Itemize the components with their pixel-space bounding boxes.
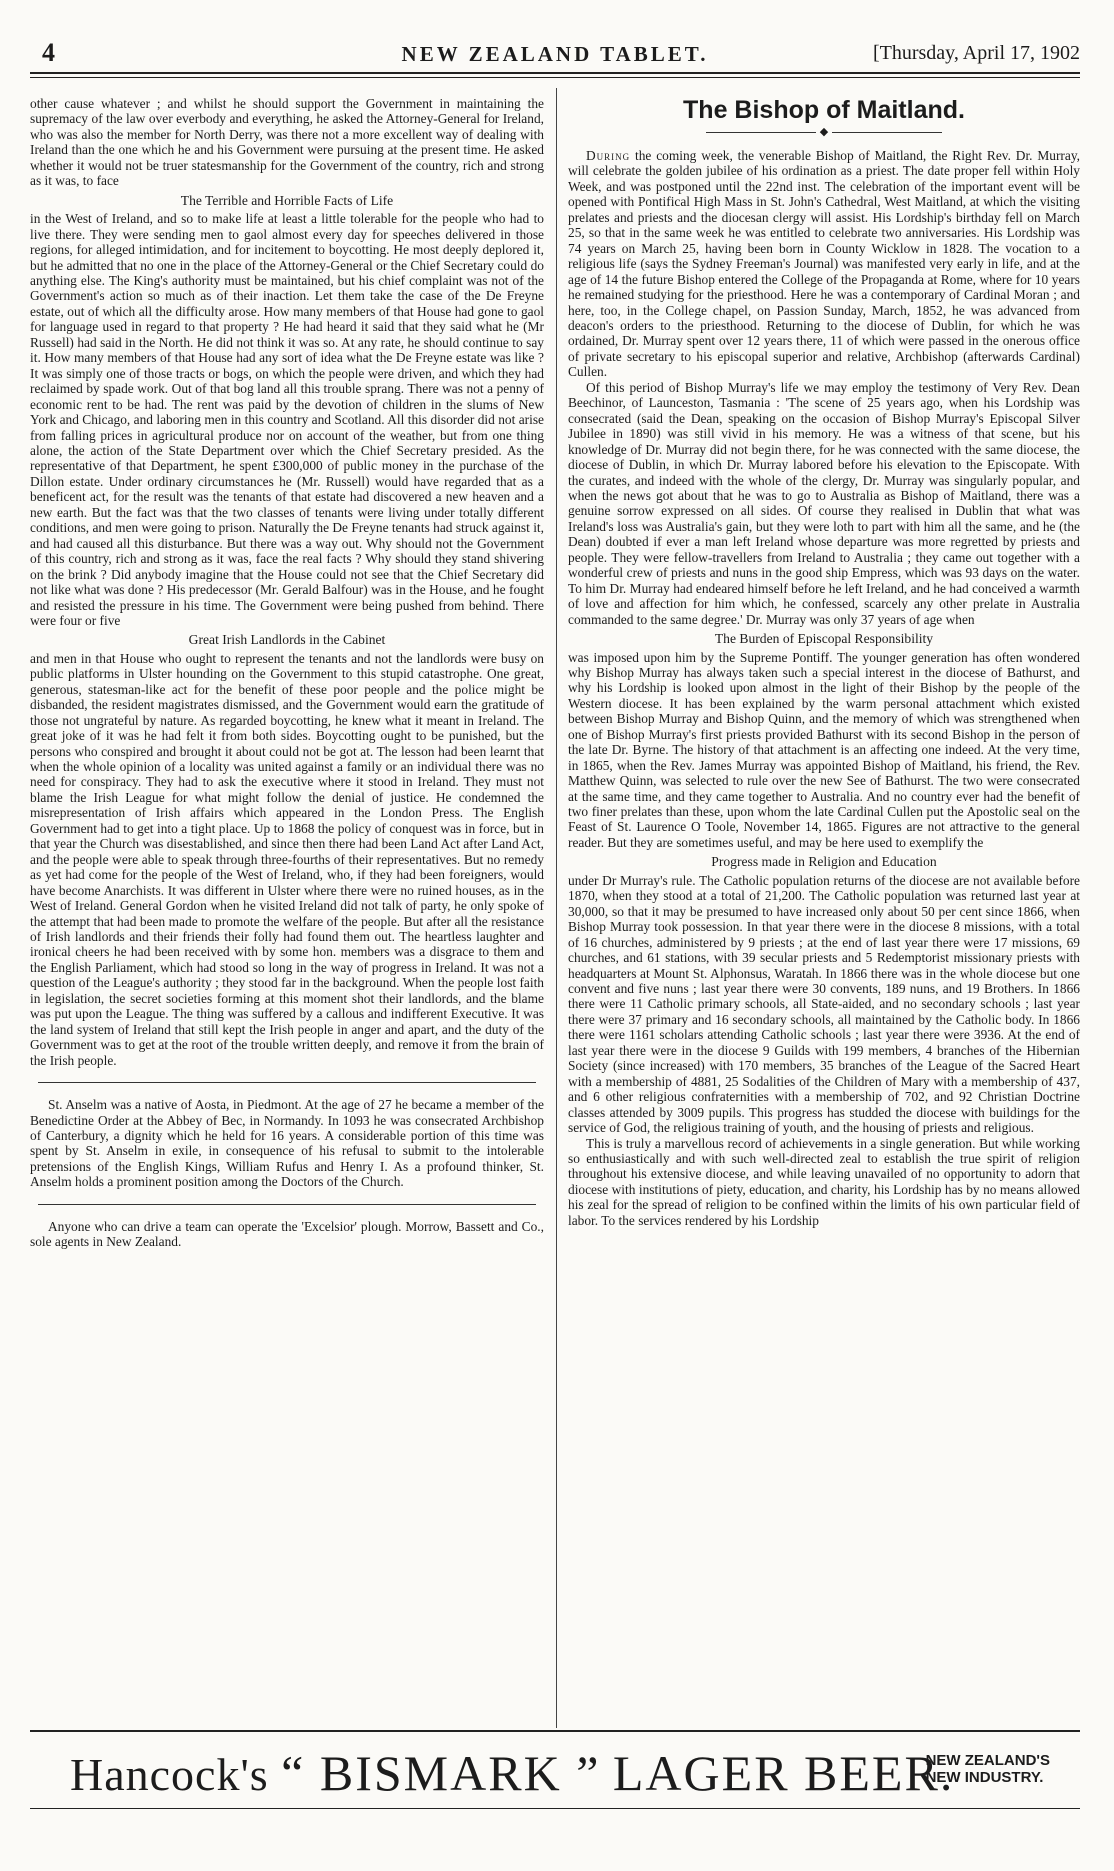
- header-rule: [30, 72, 1080, 74]
- advert-product: LAGER BEER.: [612, 1745, 955, 1801]
- page-number: 4: [42, 38, 55, 67]
- subheading: Progress made in Religion and Education: [711, 854, 937, 870]
- paragraph: the coming week, the venerable Bishop of Maitland, the Right Rev. Dr. Murray, will celebrate the golden jubilee of his ordination as a priest. The date proper fell within Holy Week, and was postponed until the 22nd inst. The celebration of the important event will be opened with Pontifical High Mass in St. John's Cathedral, West Maitland, at which the visiting prelates and priests and the diocesan clergy will assist. His Lordship's birthday fell on March 25, so that in the same week he was entitled to celebrate two anniversaries. His Lordship was 74 years on March 25, having been born in County Wicklow in 1828. The vocation to a religious life (says the Sydney Freeman's Journal) was manifested very early in life, and at the age of 14 the future Bishop entered the College of the Propaganda at Rome, where for 10 years he remained studying for the priesthood. Here he was a contemporary of Cardinal Moran ; and here, too, in the College chapel, on Passion Sunday, March, 1852, he was advanced from deacon's orders to the priesthood. Returning to the diocese of Dublin, for which he was ordained, Dr. Murray spent over 12 years there, 11 of which were passed in the onerous office of private secretary to his episcopal superior and relative, Archbishop (afterwards Cardinal) Cullen.: [568, 148, 1080, 380]
- subheading: Great Irish Landlords in the Cabinet: [188, 632, 386, 648]
- paragraph: was imposed upon him by the Supreme Pontiff. The younger generation has often wondered why Bishop Murray has always taken such a special interest in the diocese of Bathurst, and why his Lordship is looked upon almost in the light of their Bishop by the people of the Western diocese. It has been explained by the warm personal attachment which existed between Bishop Murray and Bishop Quinn, and the memory of which was strengthened when one of Bishop Murray's first priests provided Bathurst with its second Bishop in the person of the late Dr. Byrne. The history of that attachment is an affecting one indeed. At the very time, in 1865, when the Rev. James Murray was appointed Bishop of Maitland, his friend, the Rev. Matthew Quinn, was selected to rule over the new See of Bathurst. The two were consecrated at the same time, and they came together to Australia. And no country ever had the benefit of two finer prelates than these, upon whom the late Cardinal Cullen put the Apostolic seal on the Feast of St. Laurence O Toole, November 14, 1865. Figures are not attractive to the general reader. But they are sometimes useful, and may be here used to exemplify the: [568, 649, 1080, 850]
- header-rule-thin: [30, 77, 1080, 78]
- advert-brand: “ BISMARK ”: [281, 1745, 601, 1801]
- right-column: [568, 96, 1080, 1716]
- paragraph: other cause whatever ; and whilst he should support the Government in maintaining the supremacy of the law over everbody and everything, he asked the Attorney-General for Ireland, who was also the member for North Derry, was there not a more excellent way of dealing with Ireland than the one which he and his Government were pursuing at the present time. He asked whether it would not be truer statesmanship for the Government of the country, rich and strong as it was, to face: [30, 96, 544, 189]
- page-header: [30, 38, 1080, 68]
- advert-prefix: Hancock's: [70, 1749, 269, 1800]
- separator-rule: [38, 1204, 536, 1205]
- footer-rule: [30, 1730, 1080, 1732]
- paragraph: under Dr Murray's rule. The Catholic population returns of the diocese are not available before 1870, when they stood at a total of 21,200. The Catholic population was returned last year at 30,000, so that it may be presumed to have increased only about 50 per cent since 1866, when Bishop Murray took possession. In that year there were in the diocese 8 missions, with a total of 16 churches, administered by 9 priests ; at the end of last year there were 17 missions, 69 churches, and 61 stations, with 39 secular priests and 5 Redemptorist missionary priests with headquarters at Mount St. Alphonsus, Waratah. In 1866 there was in the whole diocese but one convent and five nuns ; last year there were 30 convents, 189 nuns, and 19 Brothers. In 1866 there were 11 Catholic primary schools, all State-aided, and no secondary schools ; last year there were 37 primary and 16 secondary schools, all maintained by the Catholic body. In 1866 there were 1161 scholars attending Catholic schools ; last year there were 3936. At the end of last year there were in the diocese 9 Guilds with 199 members, 4 branches of the Hibernian Society (since increased) with 170 members, 35 branches of the League of the Sacred Heart with a membership of 4881, 25 Sodalities of the Children of Mary with a membership of 437, and 6 other religious confraternities with a membership of 702, and 92 Christian Doctrine classes attended by 3009 pupils. This progress has studded the diocese with buildings for the service of God, the religious training of youth, and the housing of priests and religious.: [568, 872, 1080, 1136]
- lead-word: During: [586, 148, 631, 163]
- title-ornament: ◆: [568, 126, 1080, 138]
- advert-side-line: NEW INDUSTRY.: [925, 1769, 1044, 1786]
- footer-rule-thin: [30, 1808, 1080, 1809]
- separator-rule: [38, 1082, 536, 1083]
- advert-headline: [70, 1744, 954, 1802]
- issue-date: [Thursday, April 17, 1902: [872, 42, 1080, 64]
- paragraph: This is truly a marvellous record of achievements in a single generation. But while working so enthusiastically and with such well-directed zeal to establish the true spirit of religion throughout his extensive diocese, and while leaving unavailed of no opportunity to adorn that diocese with institutions of piety, education, and charity, his Lordship has by no means allowed his zeal for the spread of religion to be confined within the limits of his own particular field of labor. To the services rendered by his Lordship: [568, 1135, 1080, 1228]
- subheading: The Burden of Episcopal Responsibility: [714, 631, 934, 647]
- paragraph: in the West of Ireland, and so to make life at least a little tolerable for the people who had to live there. They were sending men to gaol almost every day for speeches delivered in those regions, for alleged intimidation, and for incitement to boycotting. He most deeply deplored it, but he admitted that no one in the place of the Attorney-General or the Chief Secretary could do anything else. The King's authority must be maintained, but his chief complaint was not of the Government's action so much as of their inaction. Let them take the case of the De Freyne estate, out of which all the difficulty arose. How many members of that House had gone to gaol for language used in regard to that property ? He had heard it said that they said what he (Mr Russell) had said in the North. He did not think it was so. At any rate, he should continue to say it. How many members of that House had any sort of idea what the De Freyne estate was like ? It was simply one of those tracts or bogs, on which the people were driven, and which they had reclaimed by spade work. Out of that bog land all this trouble sprang. There was not a penny of economic rent to be had. The rent was paid by the devotion of children in the slums of New York and Chicago, and laboring men in this country and Scotland. All this disorder did not arise from falling prices in agricultural produce nor on account of the weather, but from one thing alone, the action of the State Department over which the Chief Secretary presided. As the representative of that Department, he spent £300,000 of public money in the purchase of the Dillon estate. Under ordinary circumstances he (Mr. Russell) would have regarded that as a beneficent act, for the result was the tenants of that estate had discovered a new heaven and a new earth. But the fact was that the two classes of tenants were living under totally different conditions, and men were going to prison. Naturally the De Freyne tenants had struck against it, and had caused all this disturbance. But there was a way out. Why should not the Government of this country, rich and strong as it was, face the real facts ? Why should they stand shivering on the brink ? Did anybody imagine that the House could not see that the Chief Secretary did not like what was done ? His predecessor (Mr. Gerald Balfour) was in the House, and he fought and resisted the pressure in his time. The Government were being pushed from behind. There were four or five: [30, 211, 544, 628]
- paragraph: and men in that House who ought to represent the tenants and not the landlords were busy on public platforms in Ulster hounding on the Government to this stupid catastrophe. One great, generous, statesman-like act for the benefit of these poor people and the police might be disbanded, the resident magistrates dismissed, and the Government would earn the gratitude of those not ungrateful by nature. As regarded boycotting, he knew what it meant in Ireland. The great joke of it was he had felt it from both sides. Boycotting ought to be punished, but the persons who conspired and brought it about could not be got at. The lesson had been learnt that when the whole opinion of a locality was united against a family or an individual there was no need for conspiracy. They had to ask the executive where it stood in Ireland. They must not blame the Irish League for what might follow the denial of justice. He condemned the misrepresentation of Irish affairs which appeared in the London Press. The English Government had to get into a tight place. Up to 1868 the policy of conquest was in force, but in that year the Church was disestablished, and since then there had been Land Act after Land Act, and the people were able to speak through three-fourths of their representatives. But no remedy as yet had come for the people of the West of Ireland, who, if they had been foreigners, would have become Anarchists. It was different in Ulster where there were no ruined houses, as in the West of Ireland. General Gordon when he visited Ireland did not talk of party, he only spoke of the attempt that had been made to promote the welfare of the people. But after all the resistance of Irish landlords and their friends their folly had found them out. The heartless laughter and ironical cheers he had been received with by some hon. members was a disgrace to them and the English Parliament, which had stood so long in the way of progress in Ireland. It was not a question of the League's authority ; they stood far in the background. When the people lost faith in legislation, the secret societies forming at this moment shot their landlords, and the blame was put upon the League. The thing was suffered by a callous and indifferent Executive. It was the land system of Ireland that still kept the Irish people in anger and apart, and the duty of the Government was to get at the root of the trouble written deeply, and remove it from the brain of the Irish people.: [30, 650, 544, 1068]
- masthead: NEW ZEALAND TABLET.: [401, 42, 709, 66]
- article-title: The Bishop of Maitland.: [683, 96, 965, 124]
- advert-side-line: NEW ZEALAND'S: [925, 1752, 1050, 1769]
- advert-side-text: [926, 1752, 1050, 1786]
- paragraph: St. Anselm was a native of Aosta, in Piedmont. At the age of 27 he became a member of the Benedictine Order at the Abbey of Bec, in Normandy. In 1093 he was consecrated Archbishop of Canterbury, a dignity which he held for 16 years. A considerable portion of this time was spent by St. Anselm in exile, in consequence of his refusal to submit to the intolerable pretensions of the English Kings, William Rufus and Henry I. As a profound thinker, St. Anselm holds a prominent position among the Doctors of the Church.: [30, 1097, 544, 1190]
- paragraph: Of this period of Bishop Murray's life we may employ the testimony of Very Rev. Dean Beechinor, of Launceston, Tasmania : 'The scene of 25 years ago, when his Lordship was consecrated (said the Dean, speaking on the occasion of Bishop Murray's Episcopal Silver Jubilee in 1890) was still vivid in his memory. He was a witness of that scene, but his knowledge of Dr. Murray did not begin there, for he was connected with the same diocese, the diocese of Dublin, in which Dr. Murray labored before his elevation to the Episcopate. With the curates, and indeed with the whole of the clergy, Dr. Murray was singularly popular, and when the news got about that he was to go to Australia as Bishop of Maitland, there was a genuine sorrow expressed on all sides. Of course they realised in Dublin that what was Ireland's loss was Australia's gain, but they were loth to part with him all the same, and he (the Dean) doubted if ever a man left Ireland whose departure was more regretted by priests and people. They were fellow-travellers from Ireland to Australia ; they came out together with a wonderful crew of priests and nuns in the good ship Empress, which was 93 days on the water. To him Dr. Murray had endeared himself before he left Ireland, and he had conceived a warmth of love and affection for him which, he confessed, scarcely any other prelate in Australia commanded to the same degree.' Dr. Murray was only 37 years of age when: [568, 379, 1080, 627]
- paragraph: Anyone who can drive a team can operate the 'Excelsior' plough. Morrow, Bassett and Co., sole agents in New Zealand.: [30, 1218, 544, 1250]
- subheading: The Terrible and Horrible Facts of Life: [180, 192, 394, 208]
- column-divider: [556, 88, 557, 1728]
- left-column: [30, 96, 544, 1716]
- advertisement: [30, 1742, 1080, 1802]
